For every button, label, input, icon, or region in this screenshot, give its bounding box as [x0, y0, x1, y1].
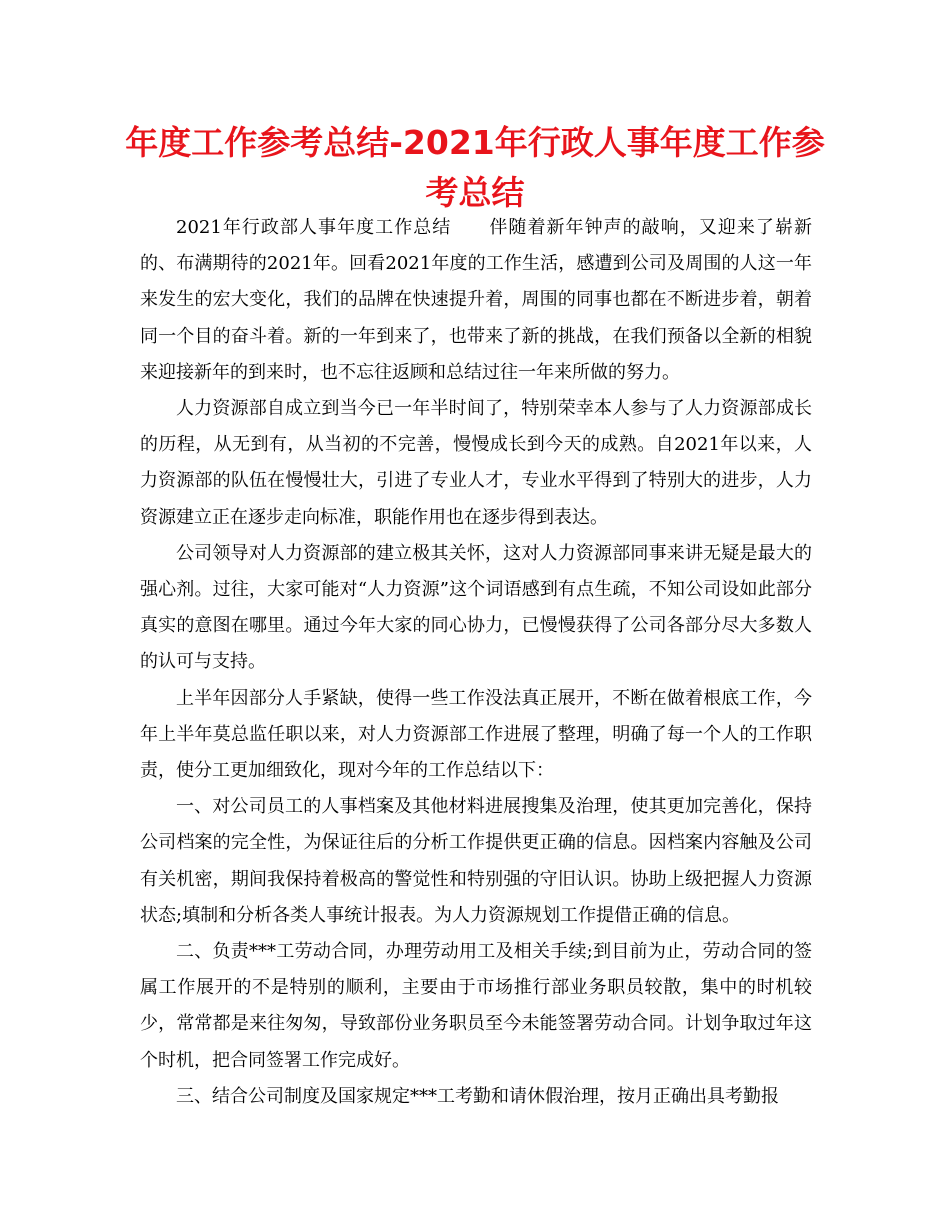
paragraph: 二、负责***工劳动合同，办理劳动用工及相关手续;到目前为止，劳动合同的签属工作展开的不是特别的顺利，主要由于市场推行部业务职员较散，集中的时机较少，常常都是来往匆匆，导致部份业务职员至今未能签署劳动合同。计划争取过年这个时机，把合同签署工作完成好。: [140, 941, 812, 1071]
paragraph: 公司领导对人力资源部的建立极其关怀，这对人力资源部同事来讲无疑是最大的强心剂。过往，大家可能对“人力资源”这个词语感到有点生疏，不知公司设如此部分真实的意图在哪里。通过今年大家的同心协力，已慢慢获得了公司各部分尽大多数人的认可与支持。: [140, 542, 812, 673]
paragraph: 一、对公司员工的人事档案及其他材料进展搜集及治理，使其更加完善化，保持公司档案的完全性，为保证往后的分析工作提供更正确的信息。因档案内容触及公司有关机密，期间我保持着极高的警觉性和特别强的守旧认识。协助上级把握人力资源状态;填制和分析各类人事统计报表。为人力资源规划工作提借正确的信息。: [140, 796, 812, 926]
paragraph: 人力资源部自成立到当今已一年半时间了，特别荣幸本人参与了人力资源部成长的历程，从无到有，从当初的不完善，慢慢成长到今天的成熟。自2021年以来，人力资源部的队伍在慢慢壮大，引进了专业人才，专业水平得到了特别大的进步，人力资源建立正在逐步走向标准，职能作用也在逐步得到表达。: [140, 398, 812, 528]
document-body: [140, 210, 812, 1115]
document-title: 年度工作参考总结-2021年行政人事年度工作参考总结: [125, 123, 825, 212]
paragraph: 2021年行政部人事年度工作总结 伴随着新年钟声的敲响，又迎来了崭新的、布满期待的2021年。回看2021年度的工作生活，感遭到公司及周围的人这一年来发生的宏大变化，我们的品牌在快速提升着，周围的同事也都在不断进步着，朝着同一个目的奋斗着。新的一年到来了，也带来了新的挑战，在我们预备以全新的相貌来迎接新年的到来时，也不忘往返顾和总结过往一年来所做的努力。: [140, 217, 812, 383]
paragraph: 上半年因部分人手紧缺，使得一些工作没法真正展开，不断在做着根底工作，今年上半年莫总监任职以来，对人力资源部工作进展了整理，明确了每一个人的工作职责，使分工更加细致化，现对今年的工作总结以下：: [140, 687, 812, 782]
paragraph: 三、结合公司制度及国家规定***工考勤和请休假治理，按月正确出具考勤报: [176, 1085, 779, 1107]
